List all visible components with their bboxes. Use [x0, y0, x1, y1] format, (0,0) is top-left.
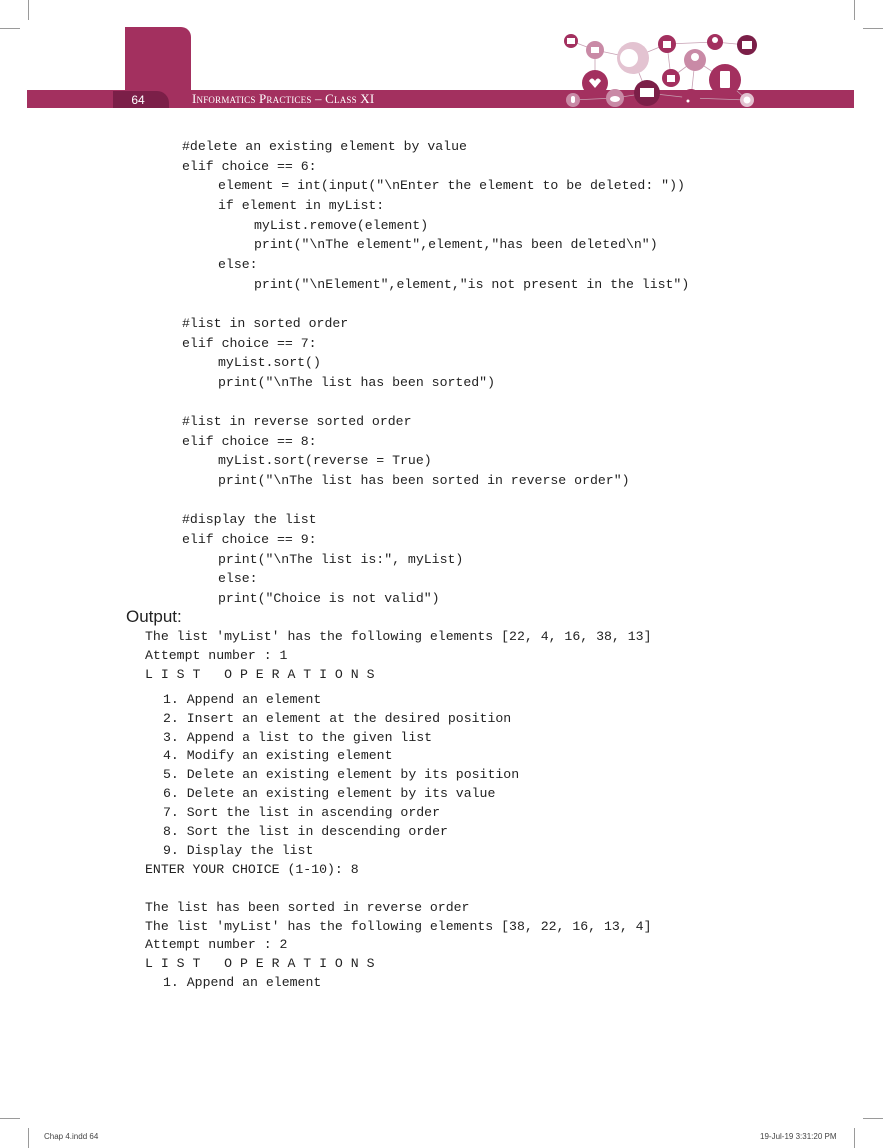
output-line: 5. Delete an existing element by its position — [163, 767, 520, 783]
tablet-icon — [709, 64, 741, 96]
chat-icon — [617, 42, 649, 74]
code-line: #list in reverse sorted order — [182, 414, 412, 430]
smile-icon — [740, 93, 754, 107]
output-line: ENTER YOUR CHOICE (1-10): 8 — [145, 861, 359, 877]
output-line: L I S T O P E R A T I O N S — [145, 666, 375, 682]
cloud-icon — [606, 89, 624, 107]
crop-mark — [0, 28, 20, 29]
code-line: element = int(input("\nEnter the element to be deleted: ")) — [218, 178, 685, 194]
footer-timestamp: 19-Jul-19 3:31:20 PM — [760, 1132, 837, 1141]
code-line: #delete an existing element by value — [182, 139, 467, 154]
code-line: if element in myList: — [218, 197, 385, 213]
output-line: 7. Sort the list in ascending order — [163, 805, 440, 821]
crop-mark — [28, 0, 29, 20]
footer-file-info: Chap 4.indd 64 — [44, 1132, 99, 1141]
video-icon — [737, 35, 757, 55]
output-line: The list has been sorted in reverse order — [145, 899, 470, 915]
crop-mark — [854, 0, 855, 20]
speaker-icon — [586, 41, 604, 59]
output-line: 1. Append an element — [163, 975, 322, 991]
crop-mark — [28, 1128, 29, 1148]
output-line: L I S T O P E R A T I O N S — [145, 956, 375, 972]
output-line: 6. Delete an existing element by its value — [163, 786, 496, 802]
user-icon — [684, 49, 706, 71]
code-line: elif choice == 9: — [182, 532, 317, 547]
book-title: Informatics Practices – Class XI — [192, 91, 375, 106]
code-line: #list in sorted order — [182, 315, 349, 331]
page-number: 64 — [131, 93, 145, 107]
code-line: myList.remove(element) — [254, 217, 429, 233]
output-line: 2. Insert an element at the desired position — [163, 710, 512, 726]
like-icon — [662, 69, 680, 87]
code-line: else: — [218, 571, 258, 587]
output-heading: Output: — [126, 607, 182, 626]
code-line: print("\nThe element",element,"has been deleted\n") — [254, 237, 658, 253]
code-line: print("\nThe list is:", myList) — [218, 551, 464, 567]
output-line: Attempt number : 1 — [145, 647, 288, 663]
code-line: #display the list — [182, 512, 317, 528]
code-line: myList.sort(reverse = True) — [218, 453, 432, 469]
rss-icon — [682, 89, 700, 107]
email-icon — [564, 34, 578, 48]
output-line: 9. Display the list — [163, 842, 314, 858]
output-line: 1. Append an element — [163, 691, 322, 707]
crop-mark — [863, 28, 883, 29]
crop-mark — [863, 1118, 883, 1119]
code-line: print("\nThe list has been sorted") — [218, 374, 495, 390]
output-line: The list 'myList' has the following elements [22, 4, 16, 38, 13] — [145, 629, 652, 644]
code-line: elif choice == 7: — [182, 335, 317, 351]
output-line: 4. Modify an existing element — [163, 748, 393, 764]
code-line: print("\nElement",element,"is not present in the list") — [254, 276, 690, 292]
social-network-graphic — [555, 28, 775, 110]
crop-mark — [0, 1118, 20, 1119]
code-line: myList.sort() — [218, 355, 321, 371]
thumbs-up-icon — [658, 35, 676, 53]
code-line: elif choice == 8: — [182, 433, 317, 449]
code-line: else: — [218, 256, 258, 272]
output-line: 8. Sort the list in descending order — [163, 824, 448, 839]
code-line: print("\nThe list has been sorted in reverse order") — [218, 473, 630, 489]
user-icon — [707, 34, 723, 50]
mic-icon — [566, 93, 580, 107]
crop-mark — [854, 1128, 855, 1148]
laptop-icon — [634, 80, 660, 106]
heart-icon — [582, 70, 608, 96]
output-line: 3. Append a list to the given list — [163, 729, 433, 745]
code-line: elif choice == 6: — [182, 158, 317, 174]
output-line: Attempt number : 2 — [145, 937, 288, 953]
output-line: The list 'myList' has the following elements [38, 22, 16, 13, 4] — [145, 918, 652, 934]
code-line: print("Choice is not valid") — [218, 590, 440, 606]
